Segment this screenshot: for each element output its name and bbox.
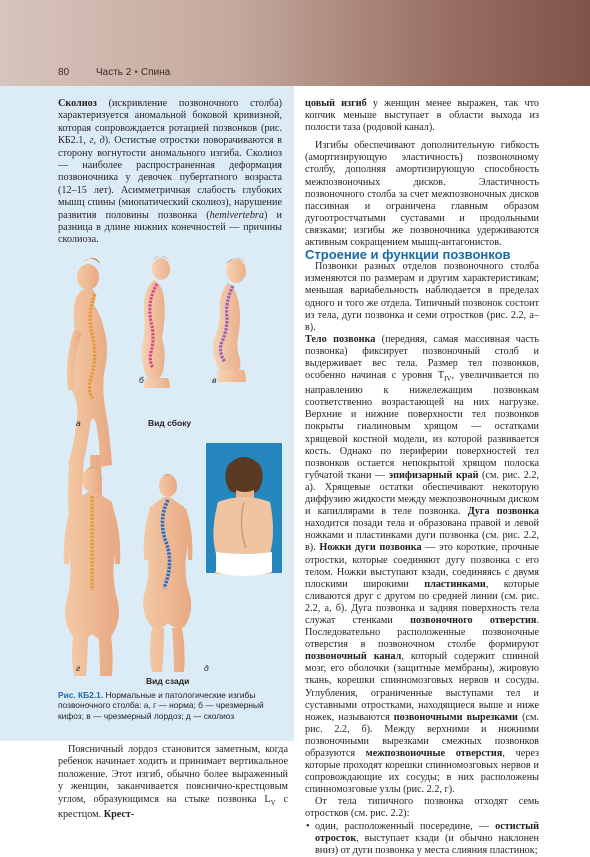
bold-term: Дуга позвонка [467,506,539,518]
figure-d-scoliosis-back [143,474,192,672]
label-b: б [139,375,144,385]
text-run: , через которые проходят корешки спинномозговых нервов и сопровождающие их сосуды; в них расположены спинномозговые узлы (рис. 2.2, г). [305,748,539,796]
list-item [305,821,539,857]
scoliosis-photo [206,443,282,576]
label-g: г [76,663,81,673]
section-label: Спина [140,67,171,78]
figure-caption [58,690,286,721]
subscript: V [270,798,276,807]
clinical-box-text [58,98,282,247]
paragraph: Изгибы обеспечивают дополнительную гибкость (амортизирующую эластичность) позвоночному столбу, дополняя амортизирующую способность межпозвоночных дисков. Эластичность позвоночного столба за счет межпозвоночных дисков пассивная и ограничена главным образом дугоотростчатыми суставами и продольными связками; изгибы же позвоночника удерживаются активным сокращением мышц-антагонистов. [305,140,539,249]
section-heading: Строение и функции позвонков [305,247,511,263]
separator: • [134,67,138,78]
text-run: один, расположенный посередине, — [315,820,496,832]
label-v: в [212,375,217,385]
bold-term: межпозвоночные отверстия [365,748,503,759]
text-run: ) и разница в длине нижних конечностей — причины сколиоза. [58,209,282,246]
text-run: (см. рис. 2.2, а). Хрящевые остатки обеспечивают некоторую диффузию жидкости между межпозвоночным диском и капиллярами в теле позвонка. [305,469,539,518]
figure-b-kyphosis [141,256,170,388]
back-view-title: Вид сзади [146,676,190,686]
text-run: с крестцом. [58,793,288,821]
paragraph: Позвонки разных отделов позвоночного столба изменяются по размерам и другим характеристикам; меньшая вариабельность наблюдается в пределах одного и того же отдела. Типичный позвонок состоит из тела, дуги позвонка и семи отростков (рис. 2.2, а–в). [305,261,539,333]
running-head [96,67,170,78]
text-run: (искривление позвоночного столба) характеризуется аномальной боковой кривизной, которая сопровождается ротацией позвонков (рис. КБ2.1, [58,98,282,147]
bold-term: позвоночный канал [305,651,402,663]
text-run: находится позади тела и образована правой и левой ножками и пластинками дуги позвонка (см. рис. 2.2, в). [305,518,539,554]
subscript: IV [444,375,452,384]
scoliosis-paragraph [58,98,282,247]
text-run: Поясничный лордоз становится заметным, когда ребенок начинает ходить и принимает вертикальное положение. Этот изгиб, обычно более выраженный у женщин, заканчивается пояснично-крестцовым углом, образующимся на стыке позвонка L [58,744,288,805]
text-run: , который содержит спинной мозг, его оболочки (защитные мембраны), жировую ткань, корешки спинномозговых нервов и сосуды. Углубления, ограниченные выступами тел и суставными отростками, находящиеся выше и ниже ножек, называются [305,651,539,723]
bold-term: пластинками [424,578,486,590]
text-run: у женщин менее выражен, так что копчик меньше выступает в области выхода из полости таза (родовой канал). [305,98,539,134]
right-column [305,98,539,857]
page-number: 80 [58,67,70,78]
text-run: , которые сливаются друг с другом по средней линии (см. рис. 2.2, а, б). Дуга позвонка и задняя поверхность тела служат стенками [305,578,539,626]
paragraph: От тела типичного позвонка отходят семь отростков (см. рис. 2.2): [305,796,539,820]
scoliosis-term: Сколиоз [58,98,97,109]
bold-term: остистый отросток [315,820,539,844]
header-band [0,0,590,86]
bold-term: Тело позвонка [305,333,376,345]
label-a: а [76,418,81,428]
paragraph [305,334,539,797]
caption-label: Рис. КБ2.1. [58,690,104,700]
bold-term: позвоночными вырезками [393,711,518,723]
bold-term: Ножки дуги позвонка [319,542,422,554]
chapter-label: Часть 2 [96,67,132,78]
bold-term: эпифизарный край [388,469,479,481]
latin-term: hemivertebra [209,209,264,221]
text-run: ). Остистые отростки поворачиваются в сторону вогнутости аномального изгиба. Сколиоз — наиболее распространенная деформация позвоночника у девочек пубертатного возраста (12–15 лет). Асимметричная слабость глубоких мышц спины (миопатический сколиоз), нарушение развития половины позвонка ( [58,135,282,221]
bold-term: Крест- [103,809,135,821]
lumbar-lordosis-text [58,744,288,821]
paragraph [58,744,288,821]
spine-curvature-figure [58,250,288,690]
bold-term: цовый изгиб [305,98,367,109]
figure-ref: г, д [89,135,105,147]
side-view-title: Вид сбоку [148,418,192,428]
text-run: . Последовательно расположенные позвоночные отверстия в позвоночном столбе формируют [305,614,539,651]
paragraph [305,98,539,134]
label-d: д [204,663,209,673]
caption-text: Нормальные и патологические изгибы позвоночного столба: а, г — норма; б — чрезмерный кифоз; в — чрезмерный лордоз; д — сколиоз [58,690,264,721]
bold-term: позвоночного отверстия [410,614,537,626]
text-run: (см. рис. 2.2, б). Между верхними и нижними позвоночными вырезками смежных позвонков образуются [305,711,539,759]
text-run: , выступает кзади (и обычно наклонен вниз) от дуги позвонка у места слияния пластинок; [315,832,539,856]
text-run: — это короткие, прочные отростки, которые соединяют дугу позвонка с его телом. Ножки выступают кзади, соединяясь с двумя плоскими широкими [305,542,539,590]
figure-v-lordosis [213,258,248,382]
text-run: , увеличивается по направлению к нижележащим позвонкам соответственно возрастающей на них нагрузке. Верхние и нижние поверхности тел позвонков покрыты гиалиновым хрящом — остатками хрящевой костной модели, из которой развивается кость. Однако по периферии поверхностей тел позвонков остается непокрытой хрящом полоска губчатой ткани — [305,370,539,481]
text-run: (передняя, самая массивная часть позвонка) фиксирует позвоночный столб и выдерживает вес тела. Размер тел позвонков, особенно начиная с уровня T [305,333,539,382]
